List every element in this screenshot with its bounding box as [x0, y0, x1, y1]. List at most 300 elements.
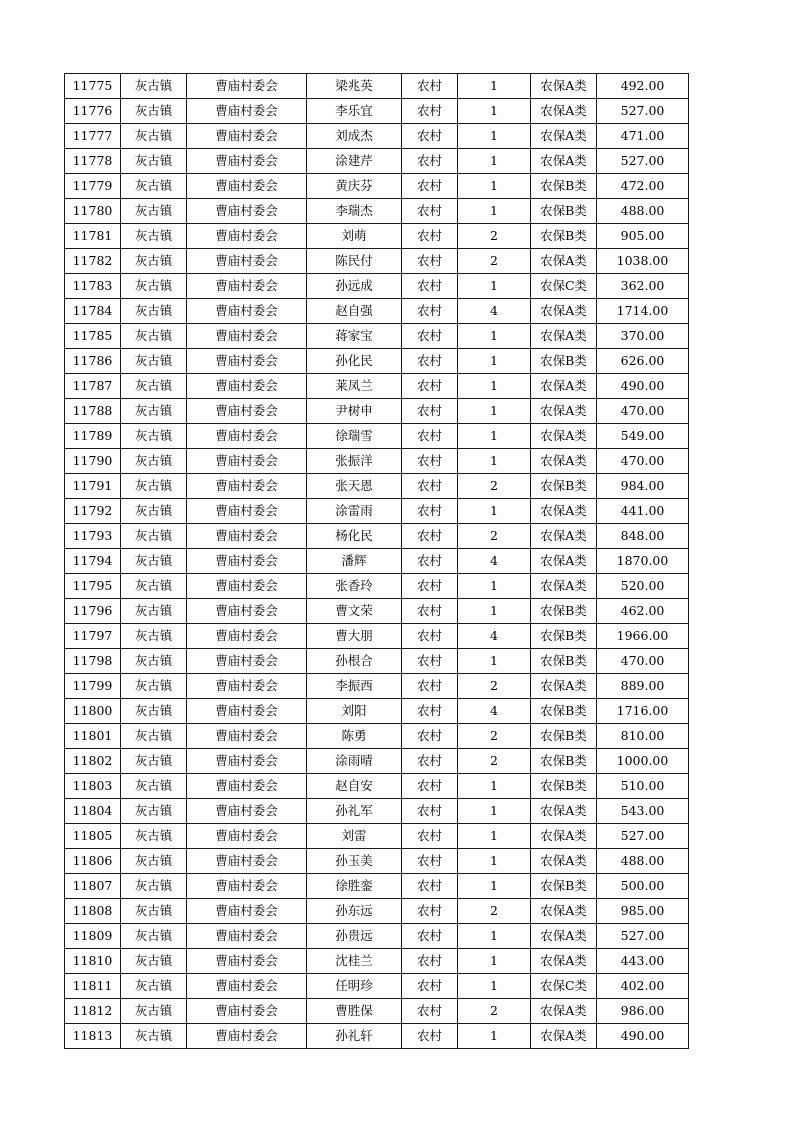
cell-id: 11812	[65, 999, 121, 1024]
cell-type: 农村	[402, 949, 458, 974]
cell-name: 黄庆芬	[307, 174, 402, 199]
cell-village: 曹庙村委会	[187, 549, 307, 574]
cell-amount: 490.00	[597, 1024, 689, 1049]
cell-id: 11808	[65, 899, 121, 924]
cell-count: 1	[458, 574, 531, 599]
cell-type: 农村	[402, 724, 458, 749]
table-row	[65, 299, 689, 324]
cell-town: 灰古镇	[121, 1024, 187, 1049]
cell-town: 灰古镇	[121, 449, 187, 474]
cell-category: 农保C类	[531, 974, 597, 999]
cell-category: 农保A类	[531, 124, 597, 149]
cell-town: 灰古镇	[121, 174, 187, 199]
cell-name: 孙东远	[307, 899, 402, 924]
cell-type: 农村	[402, 274, 458, 299]
table-row	[65, 799, 689, 824]
cell-category: 农保A类	[531, 549, 597, 574]
cell-id: 11801	[65, 724, 121, 749]
cell-amount: 986.00	[597, 999, 689, 1024]
cell-village: 曹庙村委会	[187, 424, 307, 449]
cell-name: 徐瑞雪	[307, 424, 402, 449]
payment-record-table	[64, 73, 689, 1049]
cell-town: 灰古镇	[121, 799, 187, 824]
cell-type: 农村	[402, 149, 458, 174]
table-row	[65, 674, 689, 699]
cell-count: 1	[458, 424, 531, 449]
cell-village: 曹庙村委会	[187, 249, 307, 274]
cell-id: 11800	[65, 699, 121, 724]
cell-count: 1	[458, 974, 531, 999]
cell-name: 涂雷雨	[307, 499, 402, 524]
cell-amount: 810.00	[597, 724, 689, 749]
cell-village: 曹庙村委会	[187, 874, 307, 899]
cell-name: 潘辉	[307, 549, 402, 574]
cell-type: 农村	[402, 524, 458, 549]
table-row	[65, 199, 689, 224]
cell-village: 曹庙村委会	[187, 899, 307, 924]
table-row	[65, 899, 689, 924]
cell-town: 灰古镇	[121, 374, 187, 399]
cell-count: 1	[458, 1024, 531, 1049]
table-row	[65, 749, 689, 774]
cell-category: 农保A类	[531, 249, 597, 274]
cell-amount: 443.00	[597, 949, 689, 974]
cell-village: 曹庙村委会	[187, 299, 307, 324]
cell-type: 农村	[402, 874, 458, 899]
cell-name: 涂雨晴	[307, 749, 402, 774]
cell-count: 1	[458, 74, 531, 99]
cell-name: 莱凤兰	[307, 374, 402, 399]
cell-id: 11794	[65, 549, 121, 574]
cell-name: 尹树申	[307, 399, 402, 424]
cell-town: 灰古镇	[121, 124, 187, 149]
cell-town: 灰古镇	[121, 774, 187, 799]
cell-town: 灰古镇	[121, 849, 187, 874]
cell-type: 农村	[402, 624, 458, 649]
cell-amount: 985.00	[597, 899, 689, 924]
cell-type: 农村	[402, 1024, 458, 1049]
cell-category: 农保A类	[531, 399, 597, 424]
cell-name: 陈民付	[307, 249, 402, 274]
table-row	[65, 224, 689, 249]
table-row	[65, 449, 689, 474]
cell-amount: 889.00	[597, 674, 689, 699]
cell-count: 1	[458, 149, 531, 174]
cell-id: 11799	[65, 674, 121, 699]
cell-category: 农保B类	[531, 199, 597, 224]
cell-count: 1	[458, 199, 531, 224]
cell-count: 1	[458, 599, 531, 624]
cell-name: 刘成杰	[307, 124, 402, 149]
cell-id: 11780	[65, 199, 121, 224]
cell-amount: 1038.00	[597, 249, 689, 274]
cell-category: 农保A类	[531, 574, 597, 599]
cell-count: 1	[458, 449, 531, 474]
table-row	[65, 174, 689, 199]
table-row	[65, 399, 689, 424]
cell-category: 农保A类	[531, 824, 597, 849]
cell-id: 11793	[65, 524, 121, 549]
cell-name: 孙远成	[307, 274, 402, 299]
cell-town: 灰古镇	[121, 874, 187, 899]
cell-amount: 472.00	[597, 174, 689, 199]
cell-type: 农村	[402, 74, 458, 99]
cell-village: 曹庙村委会	[187, 349, 307, 374]
table-body	[65, 74, 689, 1049]
table-row	[65, 74, 689, 99]
cell-name: 刘雷	[307, 824, 402, 849]
cell-amount: 626.00	[597, 349, 689, 374]
cell-count: 1	[458, 774, 531, 799]
cell-name: 梁兆英	[307, 74, 402, 99]
cell-type: 农村	[402, 674, 458, 699]
cell-type: 农村	[402, 474, 458, 499]
table-row	[65, 349, 689, 374]
cell-town: 灰古镇	[121, 574, 187, 599]
cell-village: 曹庙村委会	[187, 399, 307, 424]
cell-category: 农保A类	[531, 499, 597, 524]
cell-town: 灰古镇	[121, 974, 187, 999]
cell-category: 农保C类	[531, 274, 597, 299]
cell-amount: 488.00	[597, 199, 689, 224]
cell-category: 农保A类	[531, 324, 597, 349]
cell-count: 2	[458, 999, 531, 1024]
cell-id: 11778	[65, 149, 121, 174]
cell-id: 11776	[65, 99, 121, 124]
cell-id: 11782	[65, 249, 121, 274]
cell-id: 11777	[65, 124, 121, 149]
cell-amount: 492.00	[597, 74, 689, 99]
cell-village: 曹庙村委会	[187, 149, 307, 174]
cell-type: 农村	[402, 649, 458, 674]
table-row	[65, 574, 689, 599]
cell-category: 农保A类	[531, 424, 597, 449]
cell-name: 李振西	[307, 674, 402, 699]
cell-name: 孙礼军	[307, 799, 402, 824]
cell-town: 灰古镇	[121, 724, 187, 749]
cell-count: 1	[458, 99, 531, 124]
cell-id: 11786	[65, 349, 121, 374]
cell-town: 灰古镇	[121, 349, 187, 374]
cell-type: 农村	[402, 499, 458, 524]
cell-type: 农村	[402, 999, 458, 1024]
cell-count: 1	[458, 649, 531, 674]
cell-town: 灰古镇	[121, 924, 187, 949]
cell-type: 农村	[402, 249, 458, 274]
cell-name: 张振洋	[307, 449, 402, 474]
table-row	[65, 999, 689, 1024]
cell-village: 曹庙村委会	[187, 699, 307, 724]
cell-town: 灰古镇	[121, 899, 187, 924]
cell-count: 2	[458, 724, 531, 749]
cell-village: 曹庙村委会	[187, 124, 307, 149]
table-row	[65, 424, 689, 449]
cell-amount: 510.00	[597, 774, 689, 799]
cell-type: 农村	[402, 824, 458, 849]
cell-count: 2	[458, 749, 531, 774]
cell-id: 11788	[65, 399, 121, 424]
table-row	[65, 274, 689, 299]
cell-type: 农村	[402, 574, 458, 599]
cell-count: 1	[458, 949, 531, 974]
cell-id: 11806	[65, 849, 121, 874]
table-row	[65, 874, 689, 899]
cell-category: 农保A类	[531, 449, 597, 474]
cell-town: 灰古镇	[121, 824, 187, 849]
cell-village: 曹庙村委会	[187, 949, 307, 974]
cell-name: 李乐宜	[307, 99, 402, 124]
cell-category: 农保B类	[531, 774, 597, 799]
cell-category: 农保A类	[531, 374, 597, 399]
table-row	[65, 99, 689, 124]
cell-category: 农保A类	[531, 149, 597, 174]
table-row	[65, 1024, 689, 1049]
cell-type: 农村	[402, 349, 458, 374]
cell-count: 2	[458, 249, 531, 274]
cell-id: 11796	[65, 599, 121, 624]
cell-id: 11802	[65, 749, 121, 774]
cell-town: 灰古镇	[121, 99, 187, 124]
cell-type: 农村	[402, 449, 458, 474]
cell-id: 11811	[65, 974, 121, 999]
cell-category: 农保B类	[531, 599, 597, 624]
cell-id: 11797	[65, 624, 121, 649]
cell-id: 11783	[65, 274, 121, 299]
cell-category: 农保B类	[531, 624, 597, 649]
cell-count: 1	[458, 874, 531, 899]
cell-town: 灰古镇	[121, 474, 187, 499]
cell-count: 1	[458, 349, 531, 374]
cell-name: 张天恩	[307, 474, 402, 499]
cell-village: 曹庙村委会	[187, 624, 307, 649]
cell-amount: 984.00	[597, 474, 689, 499]
cell-id: 11810	[65, 949, 121, 974]
cell-type: 农村	[402, 599, 458, 624]
cell-count: 2	[458, 474, 531, 499]
cell-village: 曹庙村委会	[187, 499, 307, 524]
table-row	[65, 774, 689, 799]
cell-id: 11807	[65, 874, 121, 899]
cell-name: 张香玲	[307, 574, 402, 599]
cell-town: 灰古镇	[121, 224, 187, 249]
cell-id: 11775	[65, 74, 121, 99]
cell-count: 1	[458, 124, 531, 149]
cell-name: 曹胜保	[307, 999, 402, 1024]
table-row	[65, 974, 689, 999]
cell-village: 曹庙村委会	[187, 799, 307, 824]
cell-count: 1	[458, 399, 531, 424]
cell-town: 灰古镇	[121, 624, 187, 649]
cell-count: 1	[458, 799, 531, 824]
cell-amount: 905.00	[597, 224, 689, 249]
table-row	[65, 624, 689, 649]
cell-count: 2	[458, 524, 531, 549]
cell-count: 2	[458, 899, 531, 924]
table-row	[65, 699, 689, 724]
table-row	[65, 549, 689, 574]
cell-category: 农保A类	[531, 1024, 597, 1049]
table-row	[65, 499, 689, 524]
table-row	[65, 474, 689, 499]
cell-id: 11804	[65, 799, 121, 824]
cell-amount: 527.00	[597, 824, 689, 849]
cell-type: 农村	[402, 99, 458, 124]
cell-id: 11813	[65, 1024, 121, 1049]
cell-village: 曹庙村委会	[187, 474, 307, 499]
cell-town: 灰古镇	[121, 324, 187, 349]
cell-amount: 527.00	[597, 149, 689, 174]
cell-category: 农保A类	[531, 849, 597, 874]
cell-count: 4	[458, 549, 531, 574]
cell-amount: 848.00	[597, 524, 689, 549]
cell-name: 沈桂兰	[307, 949, 402, 974]
cell-type: 农村	[402, 324, 458, 349]
cell-category: 农保A类	[531, 674, 597, 699]
cell-town: 灰古镇	[121, 149, 187, 174]
table-row	[65, 324, 689, 349]
cell-village: 曹庙村委会	[187, 849, 307, 874]
cell-amount: 520.00	[597, 574, 689, 599]
table-row	[65, 524, 689, 549]
cell-town: 灰古镇	[121, 999, 187, 1024]
cell-category: 农保A类	[531, 899, 597, 924]
cell-count: 1	[458, 374, 531, 399]
cell-category: 农保B类	[531, 749, 597, 774]
cell-village: 曹庙村委会	[187, 224, 307, 249]
cell-count: 1	[458, 324, 531, 349]
cell-id: 11789	[65, 424, 121, 449]
cell-village: 曹庙村委会	[187, 574, 307, 599]
cell-village: 曹庙村委会	[187, 649, 307, 674]
cell-category: 农保B类	[531, 724, 597, 749]
cell-amount: 527.00	[597, 924, 689, 949]
cell-name: 刘萌	[307, 224, 402, 249]
cell-name: 陈勇	[307, 724, 402, 749]
cell-village: 曹庙村委会	[187, 974, 307, 999]
cell-village: 曹庙村委会	[187, 449, 307, 474]
cell-town: 灰古镇	[121, 299, 187, 324]
cell-id: 11803	[65, 774, 121, 799]
cell-name: 曹文荣	[307, 599, 402, 624]
cell-id: 11805	[65, 824, 121, 849]
cell-type: 农村	[402, 974, 458, 999]
cell-type: 农村	[402, 749, 458, 774]
cell-town: 灰古镇	[121, 199, 187, 224]
cell-type: 农村	[402, 924, 458, 949]
cell-amount: 490.00	[597, 374, 689, 399]
cell-town: 灰古镇	[121, 399, 187, 424]
cell-category: 农保B类	[531, 649, 597, 674]
table-row	[65, 124, 689, 149]
cell-category: 农保A类	[531, 999, 597, 1024]
cell-type: 农村	[402, 549, 458, 574]
cell-town: 灰古镇	[121, 599, 187, 624]
cell-amount: 543.00	[597, 799, 689, 824]
cell-village: 曹庙村委会	[187, 824, 307, 849]
cell-category: 农保A类	[531, 949, 597, 974]
cell-village: 曹庙村委会	[187, 724, 307, 749]
cell-count: 1	[458, 274, 531, 299]
cell-village: 曹庙村委会	[187, 74, 307, 99]
cell-village: 曹庙村委会	[187, 1024, 307, 1049]
cell-town: 灰古镇	[121, 249, 187, 274]
cell-amount: 1000.00	[597, 749, 689, 774]
cell-type: 农村	[402, 299, 458, 324]
cell-village: 曹庙村委会	[187, 274, 307, 299]
cell-amount: 402.00	[597, 974, 689, 999]
cell-type: 农村	[402, 899, 458, 924]
cell-count: 1	[458, 174, 531, 199]
cell-amount: 1966.00	[597, 624, 689, 649]
cell-village: 曹庙村委会	[187, 199, 307, 224]
cell-category: 农保A类	[531, 99, 597, 124]
cell-type: 农村	[402, 774, 458, 799]
cell-id: 11781	[65, 224, 121, 249]
cell-amount: 471.00	[597, 124, 689, 149]
cell-id: 11779	[65, 174, 121, 199]
cell-village: 曹庙村委会	[187, 99, 307, 124]
cell-count: 1	[458, 849, 531, 874]
cell-count: 2	[458, 224, 531, 249]
table-row	[65, 649, 689, 674]
table-row	[65, 949, 689, 974]
cell-amount: 549.00	[597, 424, 689, 449]
cell-id: 11792	[65, 499, 121, 524]
cell-amount: 500.00	[597, 874, 689, 899]
cell-type: 农村	[402, 849, 458, 874]
cell-count: 2	[458, 674, 531, 699]
cell-amount: 470.00	[597, 649, 689, 674]
cell-amount: 441.00	[597, 499, 689, 524]
cell-village: 曹庙村委会	[187, 674, 307, 699]
cell-type: 农村	[402, 699, 458, 724]
cell-category: 农保A类	[531, 924, 597, 949]
table-row	[65, 724, 689, 749]
cell-village: 曹庙村委会	[187, 749, 307, 774]
cell-category: 农保A类	[531, 799, 597, 824]
cell-type: 农村	[402, 224, 458, 249]
cell-id: 11795	[65, 574, 121, 599]
cell-category: 农保A类	[531, 299, 597, 324]
cell-id: 11809	[65, 924, 121, 949]
cell-name: 孙礼轩	[307, 1024, 402, 1049]
cell-amount: 488.00	[597, 849, 689, 874]
cell-id: 11784	[65, 299, 121, 324]
cell-town: 灰古镇	[121, 649, 187, 674]
table-row	[65, 849, 689, 874]
cell-name: 李瑞杰	[307, 199, 402, 224]
cell-id: 11791	[65, 474, 121, 499]
cell-category: 农保A类	[531, 524, 597, 549]
cell-village: 曹庙村委会	[187, 324, 307, 349]
cell-town: 灰古镇	[121, 674, 187, 699]
cell-amount: 1714.00	[597, 299, 689, 324]
cell-count: 4	[458, 624, 531, 649]
cell-amount: 370.00	[597, 324, 689, 349]
cell-town: 灰古镇	[121, 949, 187, 974]
cell-type: 农村	[402, 199, 458, 224]
cell-type: 农村	[402, 424, 458, 449]
cell-village: 曹庙村委会	[187, 774, 307, 799]
cell-village: 曹庙村委会	[187, 999, 307, 1024]
cell-name: 孙贵远	[307, 924, 402, 949]
cell-town: 灰古镇	[121, 749, 187, 774]
cell-name: 孙根合	[307, 649, 402, 674]
cell-id: 11790	[65, 449, 121, 474]
cell-village: 曹庙村委会	[187, 174, 307, 199]
cell-name: 曹大朋	[307, 624, 402, 649]
cell-town: 灰古镇	[121, 699, 187, 724]
